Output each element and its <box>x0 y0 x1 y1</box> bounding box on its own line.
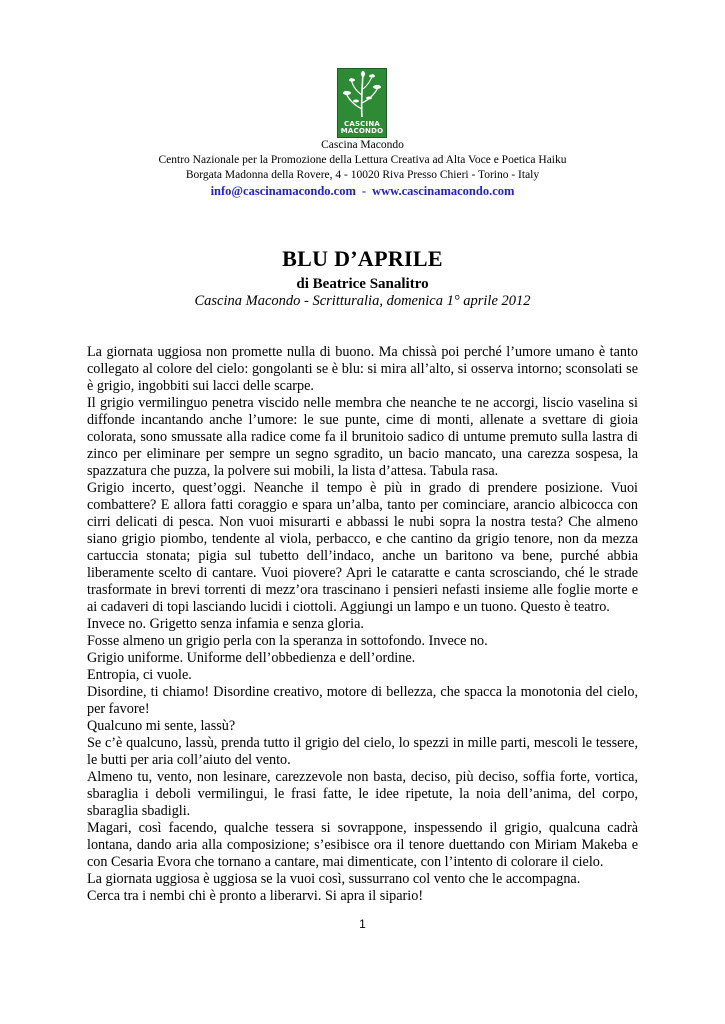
logo-text-line1: CASCINA <box>343 120 380 128</box>
paragraph: Magari, così facendo, qualche tessera si sovrappone, inspessendo il grigio, qualcuna cadrà lontana, dando aria alla composizione; s’esibisce ora il tenore duettando con Miriam Makeba e con Cesaria Evora che tornano a cantare, mai dimenticate, con l’intento di colorare il cielo. <box>87 820 638 870</box>
paragraph: Qualcuno mi sente, lassù? <box>87 718 236 734</box>
document-place-date: Cascina Macondo - Scritturalia, domenica 1° aprile 2012 <box>194 293 531 309</box>
paragraph: Cerca tra i nembi chi è pronto a liberarvi. Si apra il sipario! <box>87 888 424 904</box>
contacts-separator: - <box>361 184 367 198</box>
plant-icon <box>338 69 386 119</box>
paragraph: Grigio incerto, quest’oggi. Neanche il tempo è più in grado di prendere posizione. Vuoi combattere? E allora fatti coraggio e spara un’alba, tanto per cominciare, arancio albicocca con cirri delicati di pesca. Non vuoi misurarti e abbassi le nubi sopra la nostra testa? Che almeno siano grigio piombo, tendente al viola, perbacco, e che cantino da grigio tenore, non da mezza cartuccia stonata; pigia sul tubetto dell’indaco, anche un baritono va bene, purché abbia liberamente scelto di cantare. Vuoi piovere? Apri le cataratte e canta scrosciando, ché le strade trasformate in brevi torrenti di mezz’ora trascinano i pensieri nefasti insieme alle foglie morte e ai cadaveri di topi lasciando lucidi i ciottoli. Aggiungi un lampo e un tuono. Questo è teatro. <box>87 480 638 615</box>
contacts-line <box>0 183 725 200</box>
paragraph: La giornata uggiosa è uggiosa se la vuoi così, sussurrano col vento che le accompagna. <box>87 871 581 887</box>
paragraph: Il grigio vermilinguo penetra viscido nelle membra che neanche te ne accorgi, liscio vaselina si diffonde incantando anche l’umore: le sue punte, cime di monti, allenate a svettare di gioia colorata, sono smussate alla radice come fa il brunitoio sadico di untume premuto sulla lastra di zinco per eliminare per sempre un segno sgradito, un bacio mancato, una carezza sospesa, la spazzatura che puzza, la polvere sui mobili, la lista d’attesa. Tabula rasa. <box>87 395 638 479</box>
paragraph: Fosse almeno un grigio perla con la speranza in sottofondo. Invece no. <box>87 633 488 649</box>
org-name: Cascina Macondo <box>321 139 404 151</box>
document-author: di Beatrice Sanalitro <box>296 276 429 292</box>
paragraph: Grigio uniforme. Uniforme dell’obbedienza e dell’ordine. <box>87 650 416 666</box>
document-title: BLU D’APRILE <box>282 246 443 271</box>
paragraph: Almeno tu, vento, non lesinare, carezzevole non basta, deciso, più deciso, soffia forte, vortica, sbaraglia i deboli vermilingui, le frasi fatte, le idee ripetute, la noia dell’anima, del corpo, sbaraglia sbadigli. <box>87 769 638 819</box>
paragraph: La giornata uggiosa non promette nulla di buono. Ma chissà poi perché l’umore umano è tanto collegato al colore del cielo: gongolanti se è blu: si mira all’alto, si osserva intorno; sconsolati se è grigio, ingobbiti sui lacci delle scarpe. <box>87 344 638 394</box>
org-center: Centro Nazionale per la Promozione della Lettura Creativa ad Alta Voce e Poetica Haiku <box>158 154 567 166</box>
paragraph: Invece no. Grigetto senza infamia e senza gloria. <box>87 616 364 632</box>
paragraph: Disordine, ti chiamo! Disordine creativo, motore di bellezza, che spacca la monotonia del cielo, per favore! <box>87 684 638 717</box>
org-address: Borgata Madonna della Rovere, 4 - 10020 Riva Presso Chieri - Torino - Italy <box>185 169 540 181</box>
logo-text-line2: MACONDO <box>340 127 384 135</box>
paragraph: Se c’è qualcuno, lassù, prenda tutto il grigio del cielo, lo spezzi in mille parti, mescoli le tessere, le butti per aria coll’aiuto del vento. <box>87 735 638 768</box>
letterhead <box>0 138 725 200</box>
page-number: 1 <box>359 917 366 931</box>
email-link[interactable]: info@cascinamacondo.com <box>210 184 356 198</box>
logo-text <box>338 121 386 135</box>
document-body <box>87 344 638 905</box>
website-link[interactable]: www.cascinamacondo.com <box>372 184 515 198</box>
paragraph: Entropia, ci vuole. <box>87 667 192 683</box>
cascina-macondo-logo <box>337 68 387 138</box>
